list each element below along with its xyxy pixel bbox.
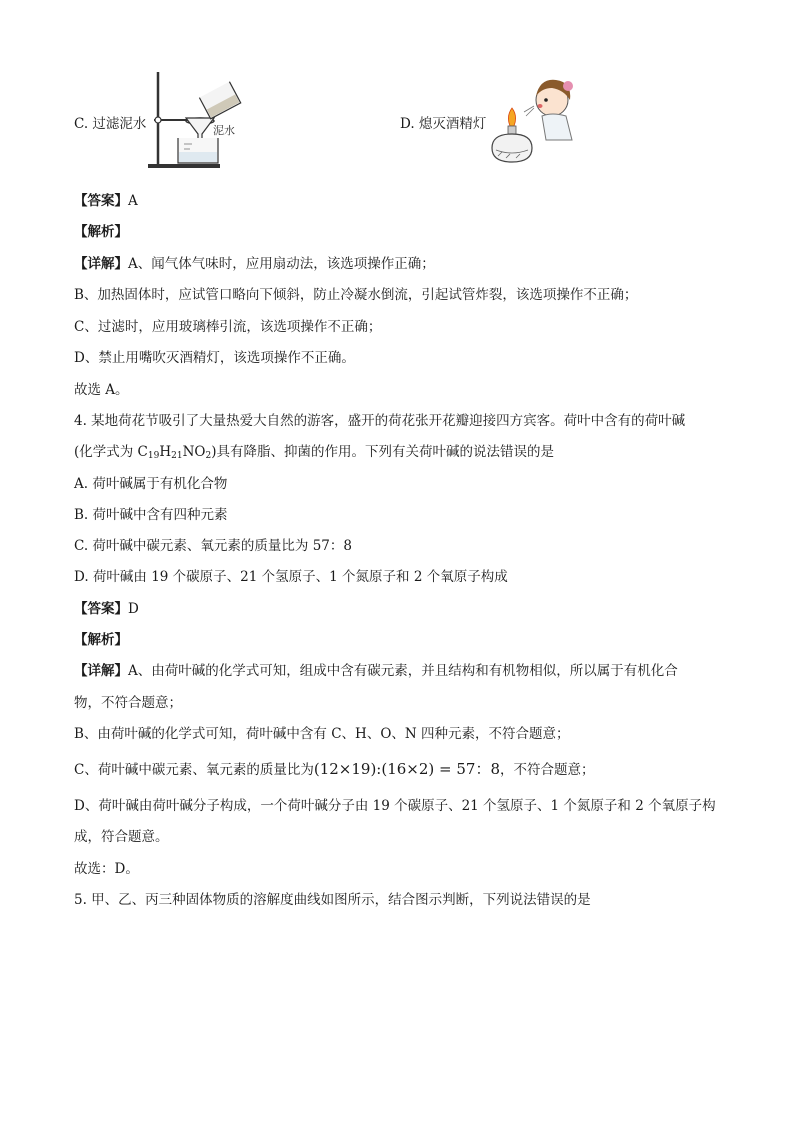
q4-option-d: D. 荷叶碱由 19 个碳原子、21 个氢原子、1 个氮原子和 2 个氧原子构成: [74, 569, 508, 585]
q3-detail-a: 【详解】A、闻气体气味时，应用扇动法，该选项操作正确；: [74, 256, 435, 272]
q4-detail-d-line2: 成，符合题意。: [74, 829, 169, 845]
q4-analysis-tag: 【解析】: [74, 632, 128, 648]
q3-detail-tag: 【详解】: [74, 256, 128, 272]
filtration-figure: [140, 68, 250, 173]
q4-detail-a-line1: 【详解】A、由荷叶碱的化学式可知，组成中含有碳元素，并且结构和有机物相似，所以属于有机化合: [74, 663, 678, 679]
q3-detail-d: D、禁止用嘴吹灭酒精灯，该选项操作不正确。: [74, 350, 355, 366]
q3-conclusion: 故选 A。: [74, 382, 129, 398]
q3-detail-b: B、加热固体时，应试管口略向下倾斜，防止冷凝水倒流，引起试管炸裂，该选项操作不正确；: [74, 287, 638, 303]
q4-conclusion: 故选：D。: [74, 861, 139, 877]
q3-detail-c: C、过滤时，应用玻璃棒引流，该选项操作不正确；: [74, 319, 382, 335]
q3-answer: [74, 192, 138, 210]
q3-answer-value: A: [128, 193, 138, 209]
q4-detail-c: C、荷叶碱中碳元素、氧元素的质量比为(12×19):(16×2) = 57：8，不符合题意；: [74, 760, 595, 778]
q4-stem-line2: (化学式为 $C_{19}H_{21}NO_2$)具有降脂、抑菌的作用。下列有关荷叶碱的说法错误的是: [74, 444, 554, 461]
q3-option-c-label: C. 过滤泥水: [74, 116, 147, 132]
q4-detail-d-line1: D、荷叶碱由荷叶碱分子构成，一个荷叶碱分子由 19 个碳原子、21 个氢原子、1 个氮原子和 2 个氧原子构: [74, 798, 716, 814]
q4-option-c: C. 荷叶碱中碳元素、氧元素的质量比为 57：8: [74, 538, 352, 554]
q4-answer: 【答案】D: [74, 601, 139, 617]
q3-option-c: [74, 115, 146, 133]
q4-stem-line1: 4. 某地荷花节吸引了大量热爱大自然的游客，盛开的荷花张开花瓣迎接四方宾客。荷叶中含有的荷叶碱: [74, 413, 686, 429]
q4-answer-value: D: [128, 601, 139, 617]
q5-stem: 5. 甲、乙、丙三种固体物质的溶解度曲线如图所示，结合图示判断，下列说法错误的是: [74, 892, 591, 908]
q3-option-d: [400, 115, 486, 133]
filtration-figure-label: 泥水: [213, 124, 235, 137]
q3-analysis-tag: 【解析】: [74, 224, 128, 240]
q3-answer-tag: 【答案】: [74, 193, 128, 209]
q4-detail-a-line2: 物，不符合题意；: [74, 695, 182, 711]
q3-option-d-label: D. 熄灭酒精灯: [400, 116, 487, 132]
q4-option-b: B. 荷叶碱中含有四种元素: [74, 507, 228, 523]
mass-ratio-formula: (12×19):(16×2) = 57：8: [313, 760, 500, 778]
q4-detail-b: B、由荷叶碱的化学式可知，荷叶碱中含有 C、H、O、N 四种元素，不符合题意；: [74, 726, 570, 742]
q4-option-a: A. 荷叶碱属于有机化合物: [74, 476, 228, 492]
alcohol-lamp-figure: [482, 70, 582, 170]
